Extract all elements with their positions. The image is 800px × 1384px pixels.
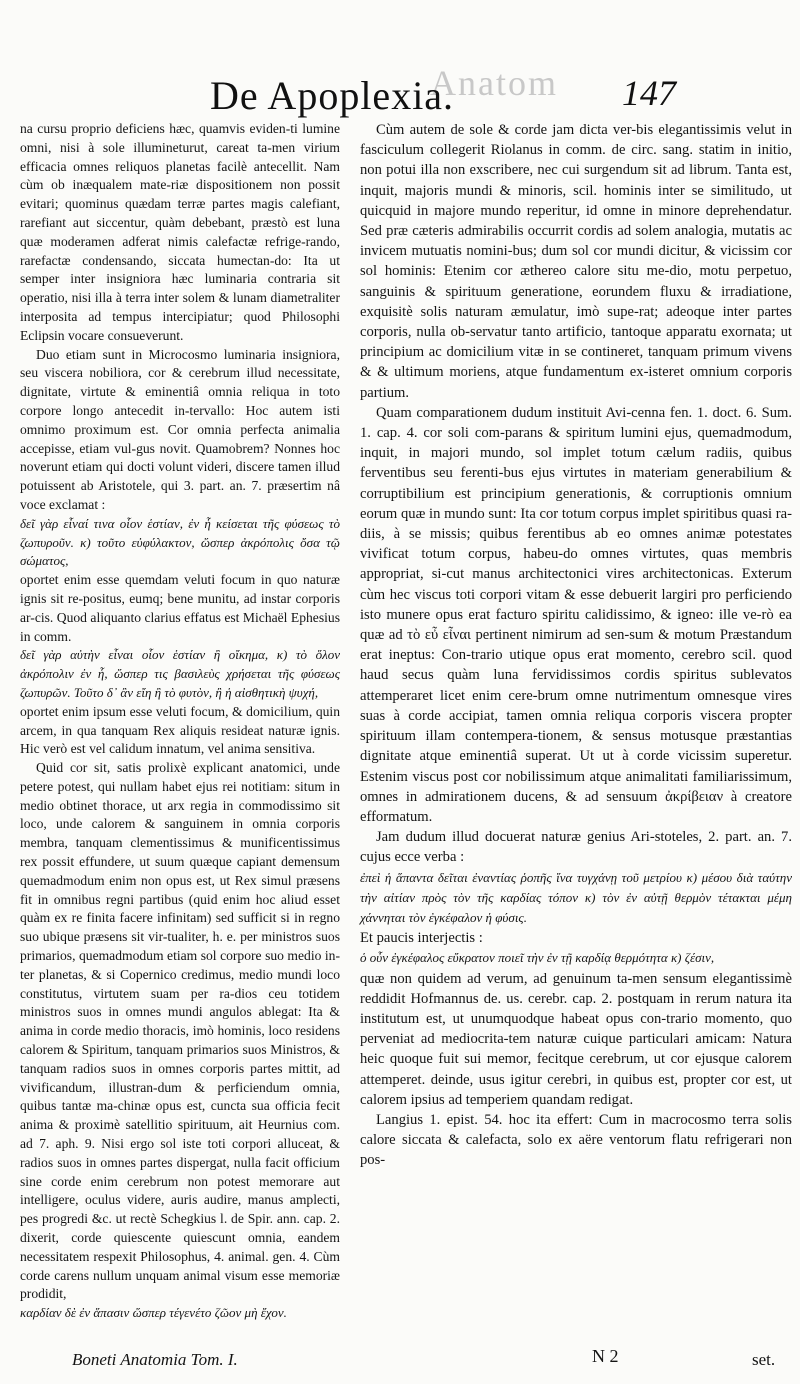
footer-running-title: Boneti Anatomia Tom. I.: [72, 1350, 238, 1369]
paragraph: quæ non quidem ad verum, ad genuinum ta-men sensum elegantissimè reddidit Hofmannus de. us. cerebr. cap. 2. postquam in rerum natura ita institutum est, ut unumquodque habeat opus con-trario momento, quo perveniat ad mediocrita-tem naturæ cuique particulari amicam: Natura heic quoque fuit sui memor, fecitque cerebrum, ut cor ejusque calorem attemperet. deinde, usus igitur cerebri, in quibus est, propter cor est, ut calorem ipsius ad temperiem quandam redigat.: [360, 970, 792, 1108]
greek-quotation: ἐπεὶ ἡ ἅπαντα δεῖται ἐναντίας ῥοπῆς ἵνα τυγχάνῃ τοῦ μετρίου κ) μέσου διὰ ταύτην τὴν αἰτίαν πρὸς τὸν τῆς καρδίας τόπον κ) τὸν ἐν αὐτῇ θερμὸν τέτακται μέμη χάννηται τὸν ἐγκέφαλον ἡ φύσις.: [360, 869, 792, 925]
paragraph: Quid cor sit, satis prolixè explicant anatomici, unde petere potest, qui nullam habet ejus rei notitiam: situm in medio obtinet thorace, ut arx regia in commodissimo sit loco, unde calorem & sanguinem in omnia corporis membra, tanquam clementissimus & munificentissimus rex possit effundere, ut suum quæque capiant demensum quemadmodum enim non opus est, ut Rex simul præsens fit in omnibus regni partibus (quid enim hoc aliud esset quàm ex re finita facere infinitam) sed sufficit si in regno suo ubique præsens sit vir-tualiter, h. e. per ministros suos primarios, quemadmodum etiam sol corpore suo medio in-ter planetas, & si Copernico credimus, medio mundi loco constitutus, virtutem suam per ra-dios ceu totidem ministros suos in omnes mundi angulos ablegat: Ita & anima in corde medio thoracis, imò hominis, loco residens calorem & Spiritum, tanquam primarios suos Ministros, & tanquam radios suos in omnes corporis partes mittit, ad vivificandum, illustran-dum & perficiendum omnia, quibus tantæ ma-chinæ opus est, cuncta sua officia fecit anima & proximè satellitio spirituum, ait Heurnius com. ad 7. aph. 9. Nisi ergo sol iste toti corpori alluceat, & radios suos in omnes partes dispergat, nulla facit officium sine corde enim cerebrum non potest memorare aut intelligere, oculus videre, auris audire, manus amplecti, pes progredi &c. ut rectè Schegkius l. de Spir. ann. cap. 2. dixerit, corde quiescente quiescunt omnia, eandem necessitatem respexit Philosophus, 4. animal. gen. 4. Cùm corde carens nullum unquam animal visum esse memoriæ prodidit,: [20, 760, 340, 1302]
paragraph: Duo etiam sunt in Microcosmo luminaria insigniora, seu viscera nobiliora, cor & cerebrum illud necessitate, dignitate, virtute & eminentiâ omnia reliqua in toto corpore longo antecedit in-tervallo: Hoc autem isti omnimo proximum est. Cor omnia perfecta animalia accepisse, etiam vul-gus novit. Quamobrem? Nonnes hoc noverunt etiam qui docti volunt videri, discere tamen illud potuissent ab Aristotele, qui 3. part. an. 7. præsertim nâ voce exclamat :: [20, 346, 340, 512]
paragraph: Jam dudum illud docuerat naturæ genius Ari-stoteles, 2. part. an. 7. cujus ecce verba :: [360, 829, 792, 866]
catchword: set.: [752, 1350, 776, 1369]
paragraph: na cursu proprio deficiens hæc, quamvis eviden-ti lumine omni, nisi à sole illumineturut, careat ta-men virium efficacia omnes reliquos planetas facilè antecellit. Nam cùm ob inæqualem mate-riæ dispositionem non possit evitari; quominus quædam terræ partes magis calefiant, rarefiant aut siccentur, quàm debebant, præstò est luna quæ moderamen adferat nimis calefactæ refrige-rando, rarefactæ condensando, siccata humectan-do: Ita ut semper inter insigniora hæc luminaria contraria sit operatio, nisi illa à terra inter solem & lunam diametraliter interposita ad tempus intercipiatur; quod Philosophi Eclipsin vocare consueverunt.: [20, 121, 340, 343]
page-number: 147: [622, 73, 676, 113]
paragraph: Langius 1. epist. 54. hoc ita effert: Cum in macrocosmo terra solis calore siccata & calefacta, solo ex aëre ventorum flatu refrigerari non pos-: [360, 1111, 792, 1169]
paragraph: Quam comparationem dudum instituit Avi-cenna fen. 1. doct. 6. Sum. 1. cap. 4. cor soli com-parans & spiritum lumini ejus, quemadmodum, inquit, in majori mundo, sol implet totum cælum radiis, quibus ferventibus seu ferenti-bus ejus virtutes in materiam generabilium & corruptibilium est principium generationis, & corruptionis omnium eorum quæ in mundo sunt: Ita cor totum corpus implet spiritibus quasi ra-diis, à se missis; quibus ferentibus ab eo omnes animæ potestates vivificat totum corpus, habeu-do omnes virtutes, quas membris appropriat, si-cut manus architectonici vires architectonicas. Exterum cùm hec viscus toti corpori vitam & esse debuerit largiri pro perficiendo isto munere opus erat facturo spiritu calidissimo, & igneo: ille ve-rò ea quæ ad τὸ εὖ εἶναι pertinent nimirum ad sen-sum & motum Præstandum erat ineptus: Con-trario utique opus erat momento, cerebro scil. quod haud secus quàm luna fervidissimos cordis spiritus sublevatos attemperaret licet enim cere-brum omne nutrimentum omnesque vires suas à corde accipiat, tamen omnia reliqua corporis viscera propter spirituum illam contempera-tionem, & sensus motusque præstantias dignitate atque eminentiâ superat. Ut ut à corde vicissim superetur. Estenim viscus post cor nobilissimum atque animalitati familiarissimum, omnes in admirationem ducens, & ad sensuum ἀκρίβειαν à creatore efformatum.: [360, 404, 792, 825]
greek-quotation: καρδίαν δὲ ἐν ἅπασιν ὥσπερ τέγενέτο ζῶον μὴ ἔχον.: [20, 1305, 287, 1321]
greek-quotation: ὁ οὖν ἐγκέφαλος εὔκρατον ποιεῖ τὴν ἐν τῇ καρδίᾳ θερμότητα κ) ζέσιν,: [360, 950, 715, 966]
signature-mark: N 2: [592, 1346, 619, 1366]
right-text-column: [360, 120, 792, 1171]
greek-quotation: δεῖ γὰρ εἶναί τινα οἷον ἑστίαν, ἐν ἧ κείσεται τῆς φύσεως τὸ ζωπυροῦν. κ) τοῦτο εὐφύλακτον, ὥσπερ ἀκρόπολις ὄσα τῷ σώματος,: [20, 515, 340, 569]
running-head-title: De Apoplexia.: [210, 73, 455, 118]
paragraph: Et paucis interjectis :: [360, 930, 483, 947]
paragraph: oportet enim esse quemdam veluti focum in quo naturæ ignis sit re-positus, eumq; bene munitu, ad instar corporis ar-cis. Quod aliquanto clarius effatus est Michaël Ephesius in comm.: [20, 572, 340, 644]
left-text-column: [20, 120, 340, 1323]
paragraph: Cùm autem de sole & corde jam dicta ver-bis elegantissimis velut in fasciculum collegerit Riolanus in comm. de circ. sang. statim in initio, non potui illa non exscribere, nec cui surgendum sit ad librum. Tanta est, inquit, majoris mundi & minoris, scil. hominis inter se similitudo, ut quicquid in majore mundo reperitur, id omne in minore deprehendatur. Sed præ cæteris admirabilis occurrit cordis ad solem analogia, mutatis ac invicem mutuatis nomini-bus; dum sol cor mundi dicitur, & vicissim cor sol hominis: Etenim cor æthereo calore situ me-dio, motu perpetuo, sanguinis & spirituum generatione, eorundem fluxu & irradiatione, exquisitè solis naturam æmulatur, imò supe-rat; adeoque inter partes corporis, nulla ob-servatur tanto artificio, tantoque apparatu exornata; ut principium ac domicilium vitæ in se contineret, tanquam primum vivens & & ultimum moriens, atque fundamentum ex-isteret omnium corporis partium.: [360, 122, 792, 401]
bleed-through-text: Anatom: [430, 63, 558, 103]
greek-quotation: δεῖ γὰρ αὐτὴν εἶναι οἷον ἑστίαν ἢ οἴκημα, κ) τὸ ὅλον ἀκρόπολιν ἐν ἧ, ὥσπερ τις βασιλεὺς χρήσεται τῆς φύσεως ζωπυρῶν. Τοῦτο δ᾽ ἂν εἴη ἢ τὸ φυτὸν, ἢ ἡ αἰσθητικὴ ψυχή,: [20, 647, 340, 700]
paragraph: oportet enim ipsum esse veluti focum, & domicilium, quin arcem, in qua tanquam Rex aliquis resideat naturæ ignis. Hic verò est vel calidum innatum, vel anima sensitiva.: [20, 703, 340, 757]
